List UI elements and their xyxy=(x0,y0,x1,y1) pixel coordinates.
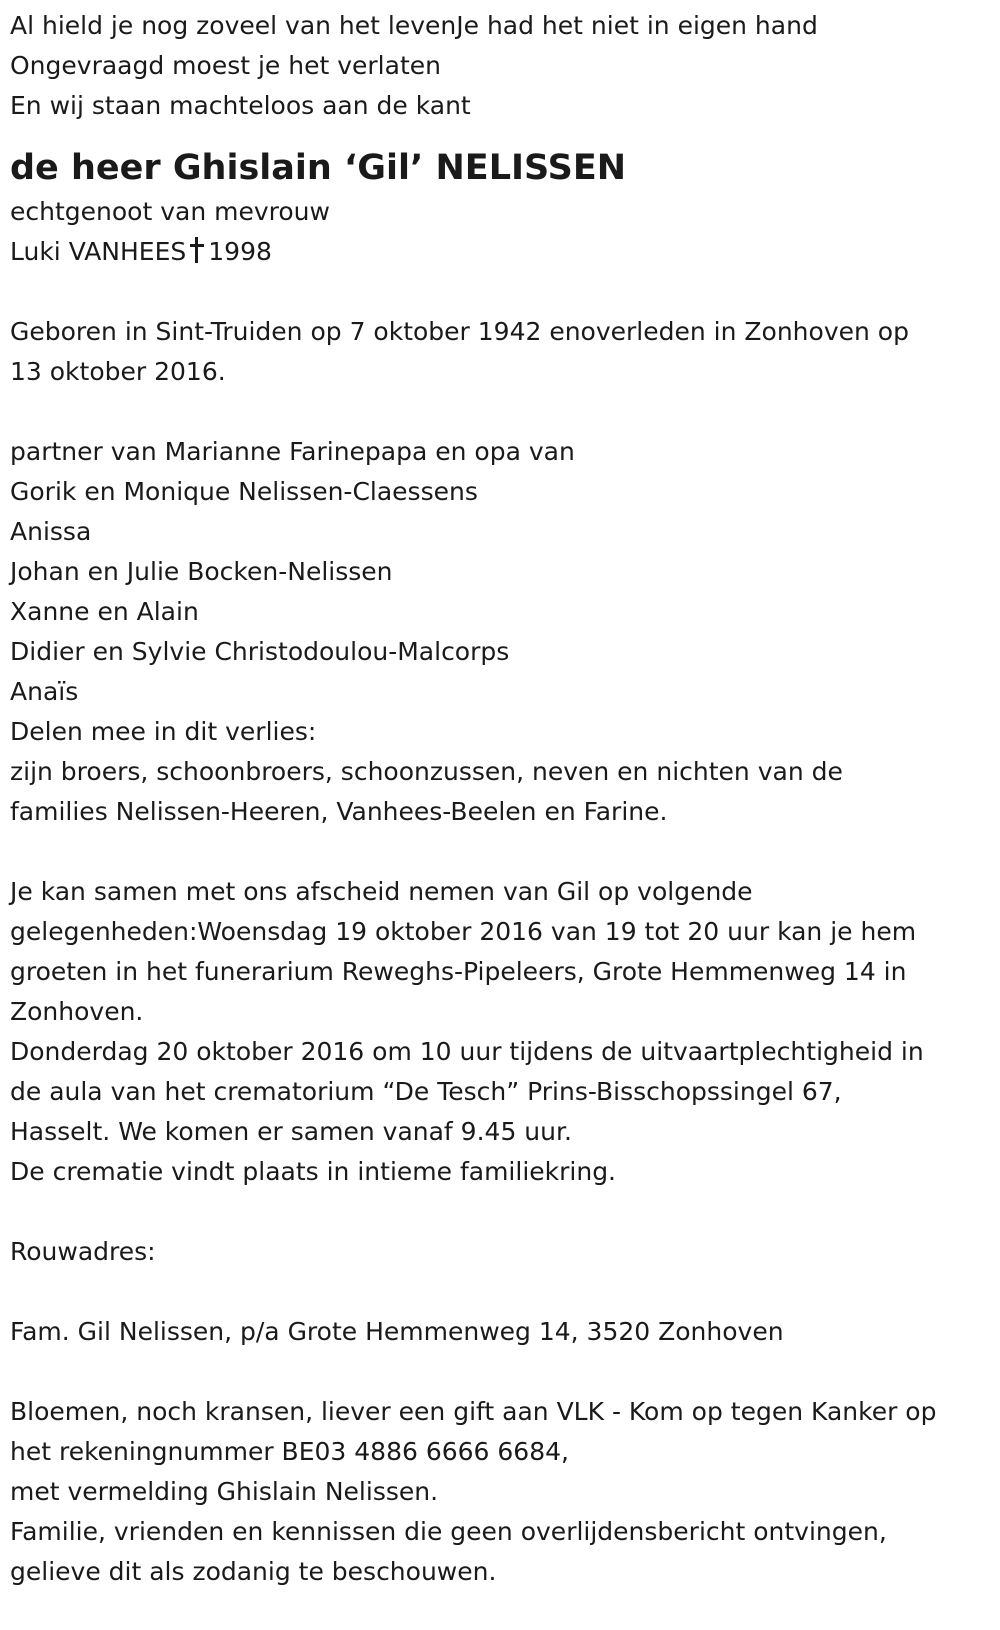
spouse-line xyxy=(10,232,990,272)
poem-line: En wij staan machteloos aan de kant xyxy=(10,91,471,120)
farewell-line: De crematie vindt plaats in intieme familiekring. xyxy=(10,1157,617,1186)
poem-line: Al hield je nog zoveel van het levenJe had het niet in eigen hand xyxy=(10,11,818,40)
address-label: Rouwadres: xyxy=(10,1237,156,1266)
family-list xyxy=(10,432,990,832)
farewell-line: Hasselt. We komen er samen vanaf 9.45 uur. xyxy=(10,1117,572,1146)
cross-icon xyxy=(190,237,204,263)
family-line: Anaïs xyxy=(10,677,79,706)
family-line: partner van Marianne Farinepapa en opa van xyxy=(10,437,575,466)
farewell-line: de aula van het crematorium “De Tesch” Prins-Bisschopssingel 67, xyxy=(10,1077,842,1106)
family-line: Didier en Sylvie Christodoulou-Malcorps xyxy=(10,637,510,666)
spouse-death-year: 1998 xyxy=(208,237,272,266)
poem xyxy=(10,6,990,126)
closing-line: met vermelding Ghislain Nelissen. xyxy=(10,1477,439,1506)
birth-death-line: 13 oktober 2016. xyxy=(10,357,226,386)
family-line: Delen mee in dit verlies: xyxy=(10,717,317,746)
mourning-address: Fam. Gil Nelissen, p/a Grote Hemmenweg 14, 3520 Zonhoven xyxy=(10,1317,784,1346)
spouse-intro: echtgenoot van mevrouw xyxy=(10,197,330,226)
family-line: Xanne en Alain xyxy=(10,597,199,626)
birth-death-info xyxy=(10,312,990,392)
family-line: zijn broers, schoonbroers, schoonzussen, neven en nichten van de xyxy=(10,757,843,786)
closing-line: Familie, vrienden en kennissen die geen overlijdensbericht ontvingen, xyxy=(10,1517,887,1546)
spouse-name: Luki VANHEES xyxy=(10,237,187,266)
family-line: families Nelissen-Heeren, Vanhees-Beelen en Farine. xyxy=(10,797,668,826)
closing-line: Bloemen, noch kransen, liever een gift aan VLK - Kom op tegen Kanker op xyxy=(10,1397,937,1426)
farewell-info xyxy=(10,872,990,1192)
poem-line: Ongevraagd moest je het verlaten xyxy=(10,51,441,80)
spouse-info xyxy=(10,192,990,272)
family-line: Johan en Julie Bocken-Nelissen xyxy=(10,557,393,586)
farewell-line: Donderdag 20 oktober 2016 om 10 uur tijdens de uitvaartplechtigheid in xyxy=(10,1037,924,1066)
family-line: Anissa xyxy=(10,517,92,546)
closing-line: gelieve dit als zodanig te beschouwen. xyxy=(10,1557,497,1586)
family-line: Gorik en Monique Nelissen-Claessens xyxy=(10,477,478,506)
closing-line: het rekeningnummer BE03 4886 6666 6684, xyxy=(10,1437,569,1466)
farewell-line: Zonhoven. xyxy=(10,997,144,1026)
farewell-line: Je kan samen met ons afscheid nemen van Gil op volgende xyxy=(10,877,753,906)
birth-death-line: Geboren in Sint-Truiden op 7 oktober 1942 enoverleden in Zonhoven op xyxy=(10,317,909,346)
farewell-line: gelegenheden:Woensdag 19 oktober 2016 van 19 tot 20 uur kan je hem xyxy=(10,917,917,946)
farewell-line: groeten in het funerarium Reweghs-Pipeleers, Grote Hemmenweg 14 in xyxy=(10,957,907,986)
deceased-name: de heer Ghislain ‘Gil’ NELISSEN xyxy=(10,148,627,188)
closing-info xyxy=(10,1392,990,1592)
